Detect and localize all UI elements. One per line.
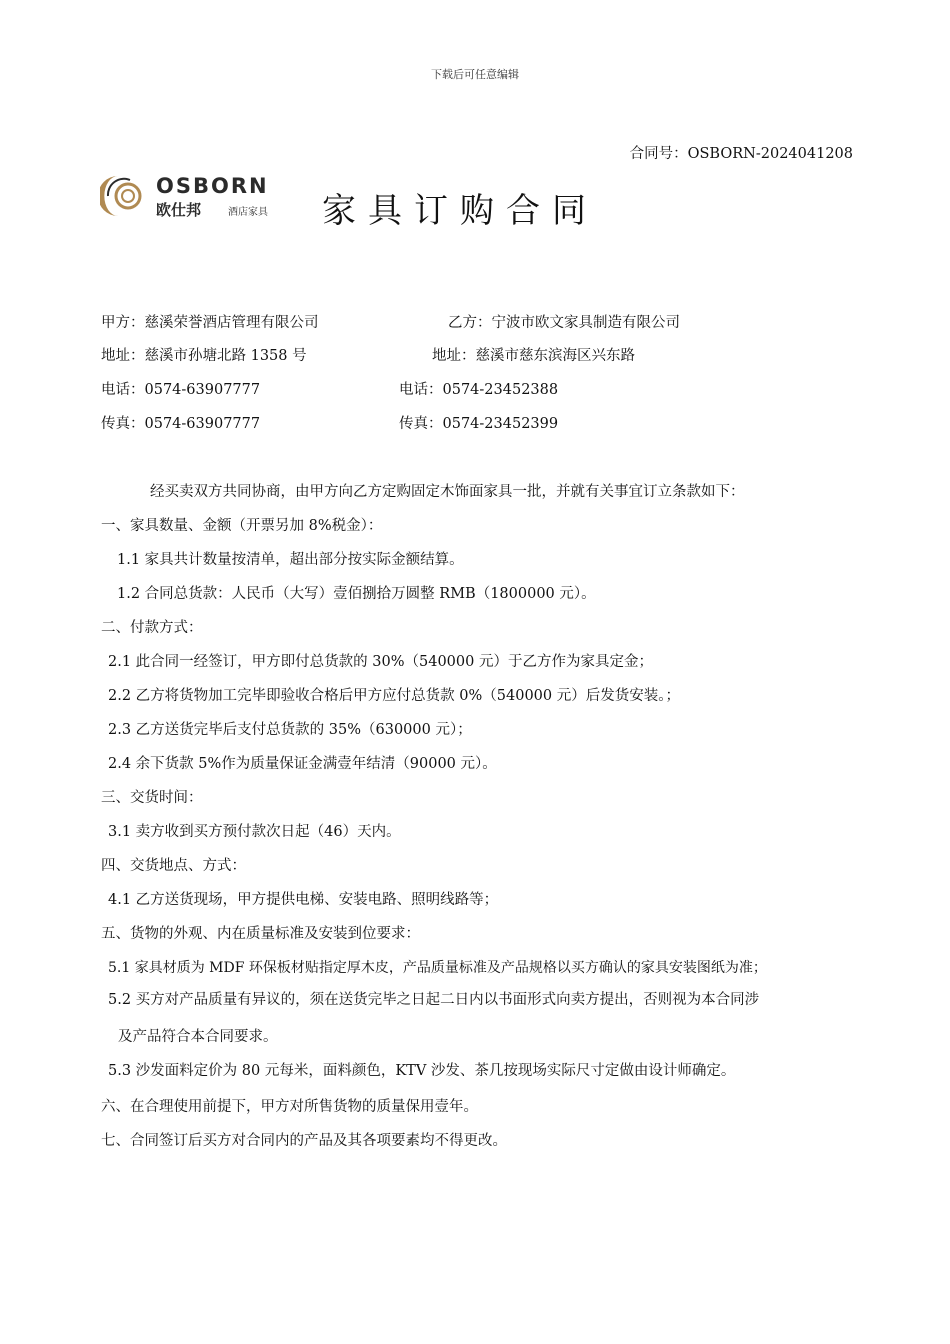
clause-item: 1.1 家具共计数量按清单，超出部分按实际金额结算。: [117, 552, 464, 568]
party-a-name: 甲方：慈溪荣誉酒店管理有限公司: [101, 315, 319, 331]
party-a-fax: 传真：0574-63907777: [101, 416, 261, 432]
logo-brand-en: OSBORN: [156, 174, 269, 198]
clause-item: 2.3 乙方送货完毕后支付总货款的 35%（630000 元）；: [108, 722, 472, 738]
clause-heading-4: 四、交货地点、方式：: [101, 858, 246, 874]
clause-heading-5: 五、货物的外观、内在质量标准及安装到位要求：: [101, 926, 420, 942]
clause-item: 5.2 买方对产品质量有异议的，须在送货完毕之日起二日内以书面形式向卖方提出，否则视为本合同涉: [108, 992, 760, 1008]
clause-item: 3.1 卖方收到买方预付款次日起（46）天内。: [108, 824, 401, 840]
logo-tagline: 酒店家具: [228, 207, 268, 218]
clause-item: 5.1 家具材质为 MDF 环保板材贴指定厚木皮，产品质量标准及产品规格以买方确认的家具安装图纸为准；: [108, 960, 767, 976]
document-title: 家具订购合同: [322, 191, 598, 231]
clause-item: 2.1 此合同一经签订，甲方即付总货款的 30%（540000 元）于乙方作为家具定金；: [108, 654, 653, 670]
party-b-phone: 电话：0574-23452388: [399, 382, 559, 398]
clause-item-continuation: 及产品符合本合同要求。: [118, 1029, 278, 1045]
clause-item: 2.2 乙方将货物加工完毕即验收合格后甲方应付总货款 0%（540000 元）后发货安装。；: [108, 688, 680, 704]
clause-item: 4.1 乙方送货现场，甲方提供电梯、安装电路、照明线路等；: [108, 892, 499, 908]
clause-heading-2: 二、付款方式：: [101, 620, 203, 636]
header-note: 下载后可任意编辑: [431, 68, 519, 81]
clause-heading-1: 一、家具数量、金额（开票另加 8%税金）：: [101, 518, 383, 534]
party-b-address: 地址：慈溪市慈东滨海区兴东路: [432, 348, 635, 364]
party-b-fax: 传真：0574-23452399: [399, 416, 559, 432]
contract-number: 合同号：OSBORN-2024041208: [629, 146, 853, 162]
intro-paragraph: 经买卖双方共同协商，由甲方向乙方定购固定木饰面家具一批，并就有关事宜订立条款如下：: [150, 484, 745, 500]
clause-heading-6: 六、在合理使用前提下，甲方对所售货物的质量保用壹年。: [101, 1099, 478, 1115]
clause-heading-7: 七、合同签订后买方对合同内的产品及其各项要素均不得更改。: [101, 1133, 507, 1149]
clause-item: 1.2 合同总货款：人民币（大写）壹佰捌拾万圆整 RMB（1800000 元）。: [117, 586, 596, 602]
party-a-phone: 电话：0574-63907777: [101, 382, 261, 398]
clause-heading-3: 三、交货时间：: [101, 790, 203, 806]
clause-item: 5.3 沙发面料定价为 80 元每米，面料颜色，KTV 沙发、茶几按现场实际尺寸定做由设计师确定。: [108, 1063, 736, 1079]
party-a-address: 地址：慈溪市孙塘北路 1358 号: [101, 348, 307, 364]
osborn-logo: [100, 172, 310, 220]
clause-item: 2.4 余下货款 5%作为质量保证金满壹年结清（90000 元）。: [108, 756, 497, 772]
logo-brand-cn: 欧仕邦: [156, 201, 202, 219]
party-b-name: 乙方：宁波市欧文家具制造有限公司: [448, 315, 680, 331]
